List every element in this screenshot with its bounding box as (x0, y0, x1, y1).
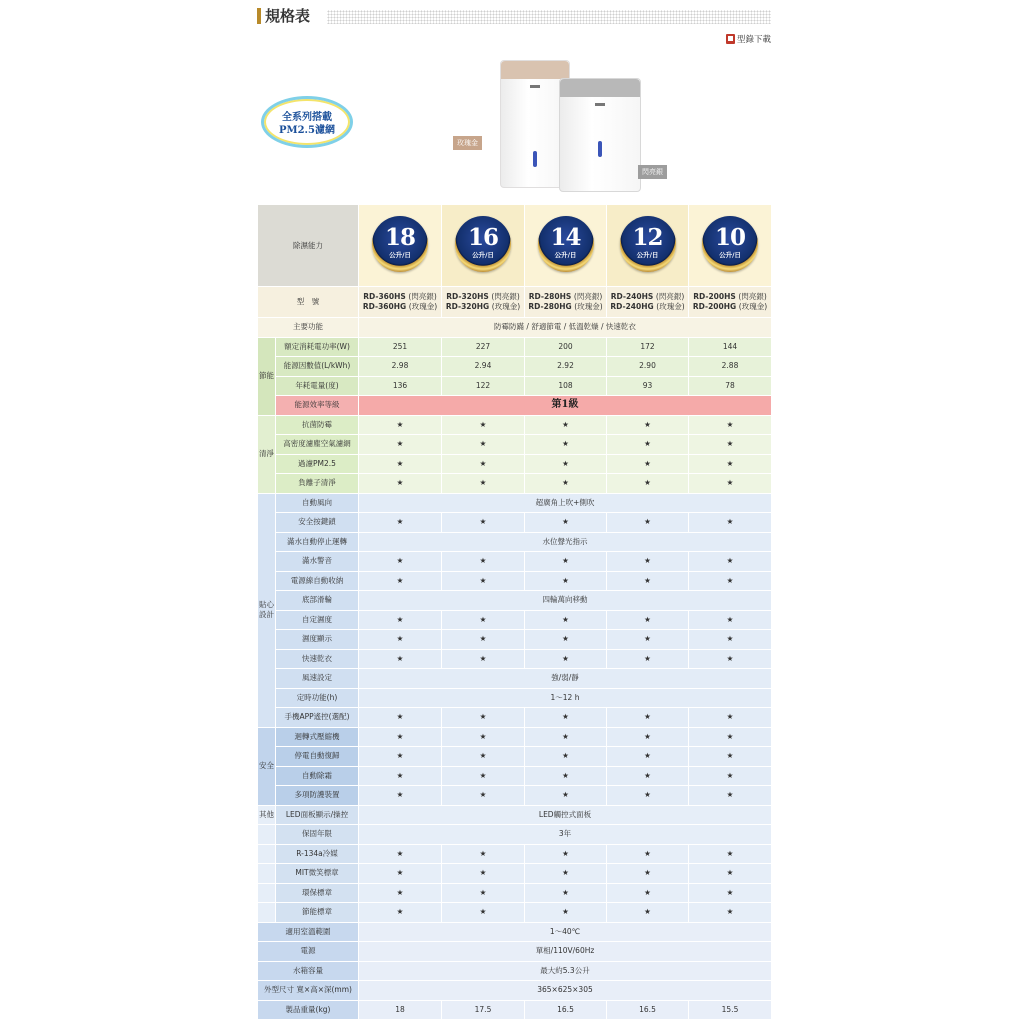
spec-item-label: 迴轉式壓縮機 (276, 727, 359, 747)
star-mark: ★ (607, 513, 689, 533)
star-mark: ★ (689, 649, 772, 669)
capacity-medal-icon (620, 216, 676, 272)
star-mark: ★ (525, 513, 607, 533)
star-mark: ★ (525, 630, 607, 650)
model-hg: RD-360HG (362, 302, 407, 311)
star-mark: ★ (607, 786, 689, 806)
model-label: 型 號 (258, 287, 359, 318)
care-row (258, 649, 772, 669)
star-mark: ★ (525, 415, 607, 435)
star-mark: ★ (689, 844, 772, 864)
spec-merged-value: 最大約5.3公升 (359, 961, 772, 981)
other-row (258, 864, 772, 884)
star-mark: ★ (525, 610, 607, 630)
capacity-value: 16 (467, 224, 498, 251)
group-label-empty (258, 864, 276, 884)
star-mark: ★ (689, 727, 772, 747)
model-hs: RD-320HS (446, 292, 489, 301)
clean-row (258, 454, 772, 474)
spec-item-label: 停電自動復歸 (276, 747, 359, 767)
spec-item-label: 安全按鍵鎖 (276, 513, 359, 533)
energy-row (258, 357, 772, 377)
dehumidifier-silver-image (559, 78, 641, 192)
care-row (258, 630, 772, 650)
weight-value: 16.5 (525, 1000, 607, 1020)
spec-item-label: 外型尺寸 寬×高×深(mm) (258, 981, 359, 1001)
spec-merged-value: 四輪萬向移動 (359, 591, 772, 611)
star-mark: ★ (607, 415, 689, 435)
badge-line-1: 全系列搭載 (282, 112, 332, 123)
spec-item-label: 電源線自動收納 (276, 571, 359, 591)
star-mark: ★ (442, 630, 525, 650)
capacity-medal-icon (372, 216, 428, 272)
other-row (258, 883, 772, 903)
safety-row (258, 747, 772, 767)
star-mark: ★ (359, 727, 442, 747)
spec-value: 78 (689, 376, 772, 396)
spec-merged-value: 3年 (359, 825, 772, 845)
star-mark: ★ (442, 649, 525, 669)
section-header (257, 6, 771, 26)
star-mark: ★ (607, 630, 689, 650)
model-hg-color: (玫瑰金) (491, 302, 521, 311)
spec-item-label: 多項防護裝置 (276, 786, 359, 806)
spec-value: 200 (525, 337, 607, 357)
care-row (258, 552, 772, 572)
general-spec-row (258, 922, 772, 942)
star-mark: ★ (689, 415, 772, 435)
star-mark: ★ (442, 747, 525, 767)
star-mark: ★ (525, 571, 607, 591)
star-mark: ★ (359, 844, 442, 864)
star-mark: ★ (442, 513, 525, 533)
star-mark: ★ (442, 864, 525, 884)
spec-value: 2.90 (607, 357, 689, 377)
star-mark: ★ (359, 571, 442, 591)
title-divider (327, 10, 771, 24)
star-mark: ★ (689, 513, 772, 533)
model-hs: RD-360HS (363, 292, 406, 301)
spec-value: 2.88 (689, 357, 772, 377)
clean-row (258, 415, 772, 435)
capacity-cell (689, 205, 772, 287)
spec-item-label: 底部滑輪 (276, 591, 359, 611)
model-hg-color: (玫瑰金) (738, 302, 768, 311)
star-mark: ★ (607, 474, 689, 494)
model-hs: RD-240HS (610, 292, 654, 301)
star-mark: ★ (689, 747, 772, 767)
star-mark: ★ (442, 435, 525, 455)
model-cell (442, 287, 525, 318)
catalog-download-label: 型錄下載 (736, 35, 771, 45)
star-mark: ★ (607, 844, 689, 864)
capacity-cell (607, 205, 689, 287)
capacity-value: 18 (384, 224, 415, 251)
safety-row (258, 727, 772, 747)
main-function-value: 防霉防蹣 / 舒適節電 / 低溫乾燥 / 快速乾衣 (359, 318, 772, 338)
star-mark: ★ (689, 454, 772, 474)
star-mark: ★ (607, 766, 689, 786)
star-mark: ★ (689, 610, 772, 630)
group-label-care: 貼心設計 (258, 493, 276, 727)
spec-value: 122 (442, 376, 525, 396)
care-row (258, 610, 772, 630)
main-function-row (258, 318, 772, 338)
star-mark: ★ (359, 649, 442, 669)
spec-merged-value: 1～12 h (359, 688, 772, 708)
other-row (258, 805, 772, 825)
star-mark: ★ (525, 454, 607, 474)
spec-item-label: R-134a冷媒 (276, 844, 359, 864)
model-hg-color: (玫瑰金) (574, 302, 603, 311)
spec-merged-value: 超廣角上吹+側吹 (359, 493, 772, 513)
spec-value: 227 (442, 337, 525, 357)
star-mark: ★ (525, 649, 607, 669)
weight-row (258, 1000, 772, 1020)
capacity-unit: 公升/日 (636, 251, 659, 259)
star-mark: ★ (442, 786, 525, 806)
spec-item-label: 負離子清淨 (276, 474, 359, 494)
star-mark: ★ (689, 630, 772, 650)
color-tag-silver: 閃亮銀 (638, 165, 667, 179)
star-mark: ★ (442, 474, 525, 494)
capacity-value: 14 (550, 224, 581, 251)
weight-value: 16.5 (607, 1000, 689, 1020)
star-mark: ★ (442, 766, 525, 786)
spec-value: 251 (359, 337, 442, 357)
efficiency-value: 第1級 (359, 396, 772, 416)
spec-item-label: 額定消耗電功率(W) (276, 337, 359, 357)
capacity-medal-icon (702, 216, 758, 272)
energy-row (258, 376, 772, 396)
model-hg: RD-320HG (445, 302, 490, 311)
spec-item-label: 節能標章 (276, 903, 359, 923)
group-label-empty (258, 825, 276, 845)
star-mark: ★ (442, 610, 525, 630)
care-row (258, 571, 772, 591)
capacity-label: 除濕能力 (258, 205, 359, 287)
spec-item-label: 手機APP遙控(選配) (276, 708, 359, 728)
star-mark: ★ (689, 786, 772, 806)
model-hs-color: (閃亮銀) (408, 292, 437, 301)
star-mark: ★ (359, 454, 442, 474)
star-mark: ★ (689, 571, 772, 591)
star-mark: ★ (359, 474, 442, 494)
spec-item-label: 抗菌防霉 (276, 415, 359, 435)
star-mark: ★ (442, 727, 525, 747)
model-hs-color: (閃亮銀) (655, 292, 685, 301)
spec-merged-value: 1～40℃ (359, 922, 772, 942)
spec-item-label: 年耗電量(度) (276, 376, 359, 396)
star-mark: ★ (525, 864, 607, 884)
spec-table (257, 204, 772, 1020)
capacity-cell (359, 205, 442, 287)
model-hg-color: (玫瑰金) (408, 302, 438, 311)
spec-merged-value: 365×625×305 (359, 981, 772, 1001)
spec-item-label: 環保標章 (276, 883, 359, 903)
model-hg: RD-200HG (692, 302, 737, 311)
spec-item-label: 自動除霜 (276, 766, 359, 786)
spec-item-label: 快速乾衣 (276, 649, 359, 669)
spec-item-label: 濕度顯示 (276, 630, 359, 650)
star-mark: ★ (442, 571, 525, 591)
star-mark: ★ (359, 883, 442, 903)
spec-item-label: 滿水自動停止運轉 (276, 532, 359, 552)
star-mark: ★ (359, 747, 442, 767)
group-label-safety: 安全 (258, 727, 276, 805)
star-mark: ★ (359, 415, 442, 435)
star-mark: ★ (359, 513, 442, 533)
color-tag-rose-gold: 玫瑰金 (453, 136, 482, 150)
model-hs: RD-200HS (693, 292, 736, 301)
capacity-unit: 公升/日 (472, 251, 494, 259)
star-mark: ★ (607, 610, 689, 630)
star-mark: ★ (359, 435, 442, 455)
capacity-unit: 公升/日 (389, 251, 411, 259)
spec-value: 2.98 (359, 357, 442, 377)
care-row (258, 513, 772, 533)
star-mark: ★ (525, 766, 607, 786)
model-hs-color: (閃亮銀) (738, 292, 767, 301)
star-mark: ★ (689, 474, 772, 494)
spec-merged-value: 水位聲光指示 (359, 532, 772, 552)
spec-item-label: 自動風向 (276, 493, 359, 513)
weight-value: 15.5 (689, 1000, 772, 1020)
star-mark: ★ (359, 864, 442, 884)
spec-value: 93 (607, 376, 689, 396)
spec-item-label: 適用室溫範圍 (258, 922, 359, 942)
star-mark: ★ (525, 474, 607, 494)
star-mark: ★ (525, 786, 607, 806)
group-label-energy: 節能 (258, 337, 276, 415)
care-row (258, 708, 772, 728)
pdf-icon (726, 34, 735, 44)
efficiency-label: 能源效率等級 (276, 396, 359, 416)
model-cell (525, 287, 607, 318)
main-function-label: 主要功能 (258, 318, 359, 338)
capacity-value: 12 (632, 224, 663, 251)
spec-item-label: 自定濕度 (276, 610, 359, 630)
model-hg: RD-240HG (610, 302, 654, 311)
spec-item-label: 保固年限 (276, 825, 359, 845)
weight-value: 18 (359, 1000, 442, 1020)
star-mark: ★ (689, 435, 772, 455)
spec-value: 172 (607, 337, 689, 357)
spec-item-label: LED面板顯示/操控 (276, 805, 359, 825)
other-row (258, 903, 772, 923)
star-mark: ★ (442, 844, 525, 864)
title-accent (257, 8, 261, 24)
group-label-clean: 清淨 (258, 415, 276, 493)
star-mark: ★ (442, 415, 525, 435)
star-mark: ★ (607, 454, 689, 474)
capacity-cell (525, 205, 607, 287)
spec-value: 2.94 (442, 357, 525, 377)
star-mark: ★ (359, 786, 442, 806)
badge-line-2: PM2.5濾網 (279, 125, 335, 136)
model-hg: RD-280HG (528, 302, 572, 311)
star-mark: ★ (442, 903, 525, 923)
care-row (258, 591, 772, 611)
star-mark: ★ (607, 435, 689, 455)
group-label-empty (258, 844, 276, 864)
star-mark: ★ (689, 766, 772, 786)
spec-value: 136 (359, 376, 442, 396)
spec-value: 2.92 (525, 357, 607, 377)
other-row (258, 844, 772, 864)
capacity-row (258, 205, 772, 287)
general-spec-row (258, 981, 772, 1001)
capacity-unit: 公升/日 (719, 251, 741, 259)
spec-merged-value: LED觸控式面板 (359, 805, 772, 825)
star-mark: ★ (525, 903, 607, 923)
care-row (258, 688, 772, 708)
star-mark: ★ (442, 552, 525, 572)
energy-row (258, 337, 772, 357)
star-mark: ★ (359, 708, 442, 728)
general-spec-row (258, 961, 772, 981)
star-mark: ★ (689, 903, 772, 923)
capacity-medal-icon (455, 216, 511, 272)
capacity-medal-icon (538, 216, 594, 272)
page-title: 規格表 (265, 7, 311, 25)
star-mark: ★ (525, 747, 607, 767)
spec-item-label: 能源因數值(L/kWh) (276, 357, 359, 377)
capacity-unit: 公升/日 (554, 251, 577, 259)
star-mark: ★ (689, 864, 772, 884)
clean-row (258, 435, 772, 455)
star-mark: ★ (525, 708, 607, 728)
spec-merged-value: 單相/110V/60Hz (359, 942, 772, 962)
group-label-empty (258, 903, 276, 923)
star-mark: ★ (689, 883, 772, 903)
product-hero (257, 46, 771, 196)
spec-item-label: MIT微笑標章 (276, 864, 359, 884)
model-cell (689, 287, 772, 318)
safety-row (258, 786, 772, 806)
star-mark: ★ (689, 552, 772, 572)
star-mark: ★ (607, 747, 689, 767)
spec-item-label: 過濾PM2.5 (276, 454, 359, 474)
care-row (258, 669, 772, 689)
spec-item-label: 電源 (258, 942, 359, 962)
star-mark: ★ (359, 610, 442, 630)
star-mark: ★ (359, 766, 442, 786)
star-mark: ★ (607, 883, 689, 903)
star-mark: ★ (442, 708, 525, 728)
pm25-filter-badge (261, 96, 353, 148)
model-hs-color: (閃亮銀) (491, 292, 520, 301)
star-mark: ★ (607, 552, 689, 572)
star-mark: ★ (442, 454, 525, 474)
safety-row (258, 766, 772, 786)
star-mark: ★ (359, 630, 442, 650)
spec-value: 108 (525, 376, 607, 396)
efficiency-row (258, 396, 772, 416)
general-spec-row (258, 942, 772, 962)
star-mark: ★ (607, 727, 689, 747)
star-mark: ★ (607, 708, 689, 728)
star-mark: ★ (525, 727, 607, 747)
care-row (258, 493, 772, 513)
model-row (258, 287, 772, 318)
capacity-cell (442, 205, 525, 287)
model-hs-color: (閃亮銀) (573, 292, 603, 301)
spec-merged-value: 強/弱/靜 (359, 669, 772, 689)
other-row (258, 825, 772, 845)
care-row (258, 532, 772, 552)
spec-item-label: 滿水警音 (276, 552, 359, 572)
weight-value: 17.5 (442, 1000, 525, 1020)
model-hg-color: (玫瑰金) (656, 302, 685, 311)
star-mark: ★ (525, 435, 607, 455)
star-mark: ★ (607, 903, 689, 923)
model-cell (359, 287, 442, 318)
clean-row (258, 474, 772, 494)
spec-item-label: 水箱容量 (258, 961, 359, 981)
capacity-value: 10 (714, 224, 745, 251)
star-mark: ★ (607, 864, 689, 884)
spec-item-label: 定時功能(h) (276, 688, 359, 708)
star-mark: ★ (359, 552, 442, 572)
star-mark: ★ (525, 552, 607, 572)
star-mark: ★ (442, 883, 525, 903)
model-hs: RD-280HS (528, 292, 572, 301)
star-mark: ★ (607, 649, 689, 669)
star-mark: ★ (525, 883, 607, 903)
catalog-download-link[interactable] (726, 33, 771, 45)
group-label-empty (258, 883, 276, 903)
spec-item-label: 風速設定 (276, 669, 359, 689)
spec-value: 144 (689, 337, 772, 357)
star-mark: ★ (607, 571, 689, 591)
model-cell (607, 287, 689, 318)
spec-item-label: 高密度濾塵空氣濾網 (276, 435, 359, 455)
star-mark: ★ (689, 708, 772, 728)
star-mark: ★ (359, 903, 442, 923)
star-mark: ★ (525, 844, 607, 864)
group-label-other: 其他 (258, 805, 276, 825)
weight-label: 製品重量(kg) (258, 1000, 359, 1020)
